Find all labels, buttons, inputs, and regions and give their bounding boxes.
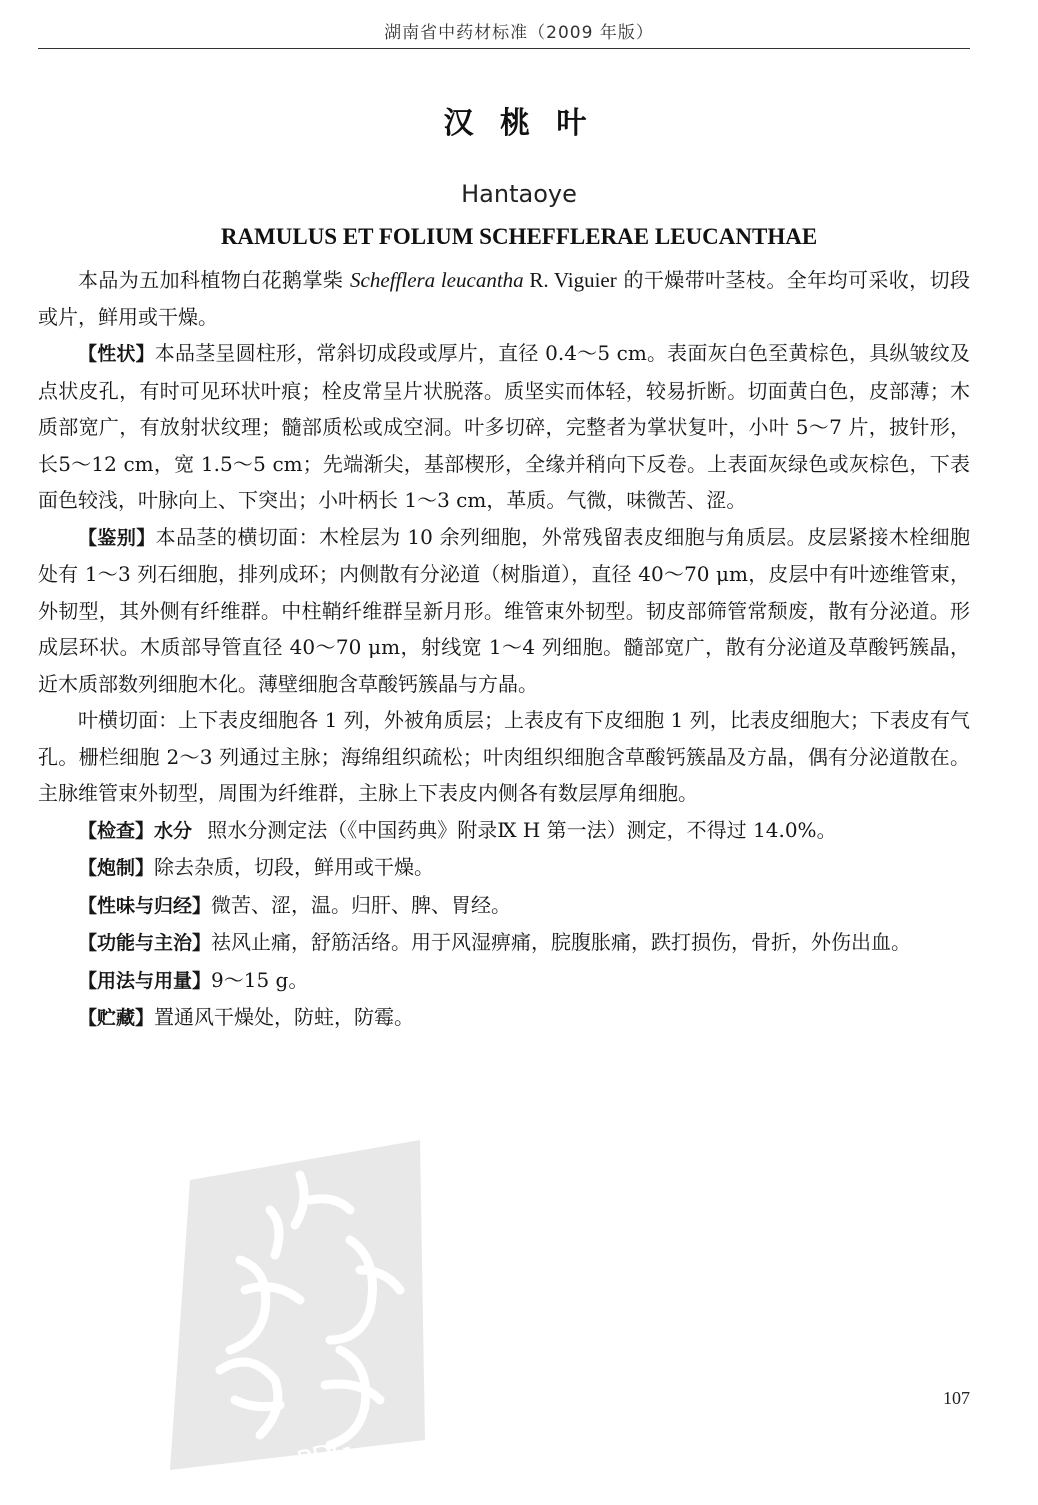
latin-title: RAMULUS ET FOLIUM SCHEFFLERAE LEUCANTHAE: [220, 224, 818, 249]
pinyin-title: Hantaoye: [461, 180, 577, 208]
section-xingzhuang: [38, 335, 970, 519]
section-label-jiancha: 【检查】: [78, 819, 155, 842]
section-label-yongfa: 【用法与用量】: [78, 969, 212, 992]
intro-text-before: 本品为五加科植物白花鹅掌柴: [78, 268, 351, 292]
page-title: 汉 桃 叶: [443, 106, 595, 141]
section-text-gongneng: 祛风止痛，舒筋活络。用于风湿痹痛，脘腹胀痛，跌打损伤，骨折，外伤出血。: [211, 930, 912, 954]
section-label-paozhi: 【炮制】: [78, 857, 155, 879]
section-text-zhucang: 置通风干燥处，防蛀，防霉。: [154, 1005, 415, 1029]
section-text-jiancha: 照水分测定法（《中国药典》附录Ⅸ H 第一法）测定，不得过 14.0%。: [207, 817, 837, 842]
page-number: 107: [943, 1388, 970, 1408]
monograph-body: [38, 262, 970, 1037]
sub-label-water: 水分: [154, 819, 193, 842]
section-text-yongfa: 9～15 g。: [211, 967, 309, 992]
section-label-gongneng: 【功能与主治】: [78, 932, 212, 954]
section-zhucang: [38, 999, 970, 1037]
section-text-paozhi: 除去杂质，切段，鲜用或干燥。: [154, 855, 435, 879]
latin-species-name: Schefflera leucantha: [350, 268, 524, 292]
latin-author: R. Viguier: [523, 268, 617, 292]
section-yongfa: [38, 962, 970, 1000]
section-text-xingwei: 微苦、涩，温。归肝、脾、胃经。: [211, 892, 512, 917]
intro-text-after: 的干燥带叶茎枝。全年均可采收，切段或片，鲜用或干燥。: [38, 268, 970, 329]
running-head: 湖南省中药材标准（2009 年版）: [384, 23, 654, 43]
section-label-zhucang: 【贮藏】: [78, 1007, 155, 1029]
section-label-jianbie: 【鉴别】: [78, 526, 156, 549]
section-xingwei: [38, 887, 970, 925]
seal-watermark: [150, 1140, 440, 1480]
section-text-jianbie-leaf: 叶横切面：上下表皮细胞各 1 列，外被角质层；上表皮有下皮细胞 1 列，比表皮细胞大；下表皮有气孔。栅栏细胞 2～3 列通过主脉；海绵组织疏松；叶肉组织细胞含草酸钙簇晶及方晶，偶有分泌道散在。主脉维管束外韧型，周围为纤维群，主脉上下表皮内侧各有数层厚角细胞。: [38, 708, 970, 805]
intro-paragraph: [38, 262, 970, 335]
section-gongneng: [38, 924, 970, 962]
section-text-jianbie: 本品茎的横切面：木栓层为 10 余列细胞，外常残留表皮细胞与角质层。皮层紧接木栓细胞处有 1～3 列石细胞，排列成环；内侧散有分泌道（树脂道），直径 40～70 μm，皮层中有叶迹维管束，外韧型，其外侧有纤维群。中柱鞘纤维群呈新月形。维管束外韧型。韧皮部筛管常颓废，散有分泌道。形成层环状。木质部导管直径 40～70 μm，射线宽 1～4 列细胞。髓部宽广，散有分泌道及草酸钙簇晶，近木质部数列细胞木化。薄壁细胞含草酸钙簇晶与方晶。: [38, 524, 970, 696]
section-jiancha: [38, 812, 970, 850]
section-paozhi: [38, 849, 970, 887]
section-label-xingzhuang: 【性状】: [78, 343, 155, 365]
section-jianbie: [38, 519, 970, 703]
section-jianbie-leaf: [38, 702, 970, 812]
section-text-xingzhuang: 本品茎呈圆柱形，常斜切成段或厚片，直径 0.4～5 cm。表面灰白色至黄棕色，具纵皱纹及点状皮孔，有时可见环状叶痕；栓皮常呈片状脱落。质坚实而体轻，较易折断。切面黄白色，皮部薄；木质部宽广，有放射状纹理；髓部质松或成空洞。叶多切碎，完整者为掌状复叶，小叶 5～7 片，披针形，长5～12 cm，宽 1.5～5 cm；先端渐尖，基部楔形，全缘并稍向下反卷。上表面灰绿色或灰棕色，下表面色较浅，叶脉向上、下突出；小叶柄长 1～3 cm，革质。气微，味微苦、涩。: [38, 341, 970, 512]
section-label-xingwei: 【性味与归经】: [78, 894, 212, 917]
watermark-text: PDG: [294, 1433, 356, 1477]
header-rule: [38, 48, 970, 49]
